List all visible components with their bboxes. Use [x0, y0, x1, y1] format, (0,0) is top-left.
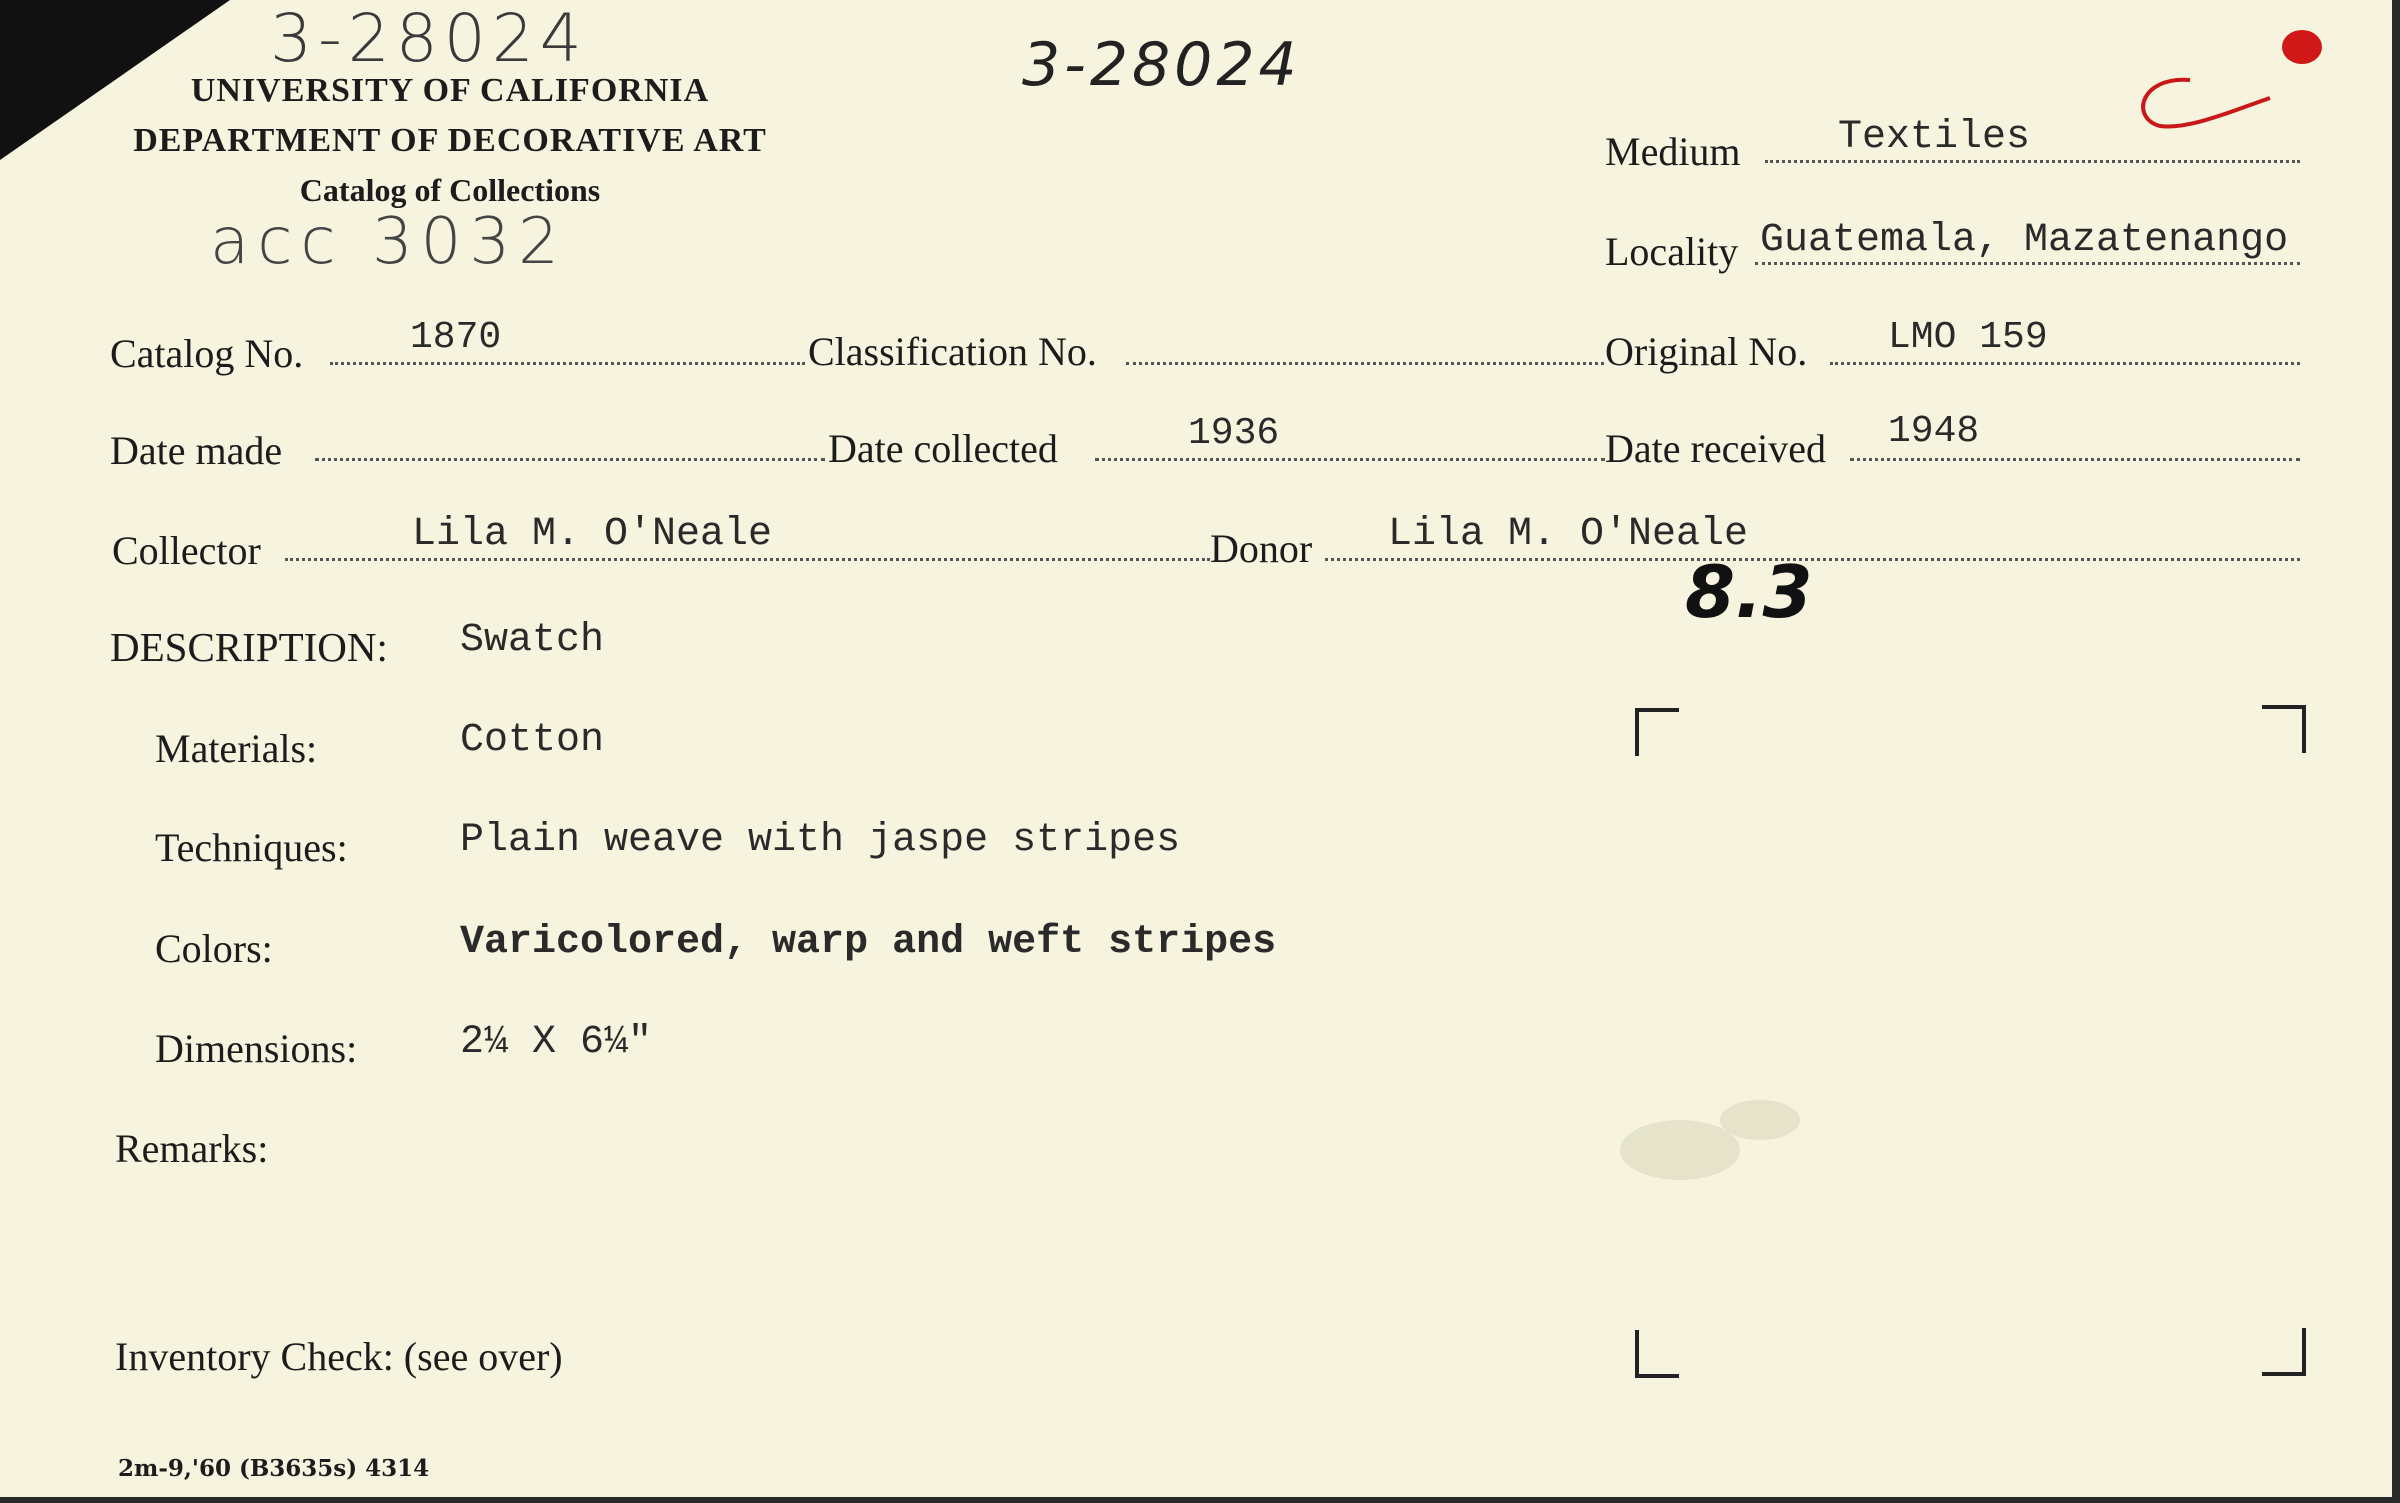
card-edge-right — [2392, 0, 2400, 1503]
photo-corner-top-left — [1635, 708, 1679, 756]
handwritten-accession: acc 3032 — [210, 205, 567, 279]
original-no-line — [1830, 362, 2300, 365]
description-value: Swatch — [460, 618, 605, 663]
donor-line — [1325, 558, 2300, 561]
donor-label: Donor — [1210, 526, 1313, 571]
photo-corner-top-right — [2262, 705, 2306, 753]
classification-no-label: Classification No. — [808, 329, 1097, 374]
locality-value: Guatemala, Mazatenango — [1760, 218, 2289, 263]
date-received-value: 1948 — [1888, 410, 1980, 453]
handwritten-shelf-mark: 8.3 — [1685, 550, 1813, 634]
locality-label: Locality — [1605, 229, 1739, 274]
photo-corner-bottom-right — [2262, 1328, 2306, 1376]
red-dot-mark — [2282, 30, 2322, 64]
remarks-label: Remarks: — [115, 1126, 269, 1171]
handwritten-number-top-left: 3-28024 — [270, 0, 588, 77]
collector-value: Lila M. O'Neale — [412, 512, 773, 557]
date-made-line — [315, 458, 825, 461]
collector-line — [285, 558, 1210, 561]
photo-corner-bottom-left — [1635, 1330, 1679, 1378]
classification-no-line — [1126, 362, 1604, 365]
department-name: DEPARTMENT OF DECORATIVE ART — [133, 122, 767, 159]
handwritten-number-top-center: 3-28024 — [1022, 30, 1301, 100]
date-received-label: Date received — [1605, 426, 1826, 471]
date-collected-label: Date collected — [828, 426, 1058, 471]
original-no-value: LMO 159 — [1888, 316, 2048, 359]
print-code: 2m-9,'60 (B3635s) 4314 — [118, 1455, 430, 1482]
techniques-value: Plain weave with jaspe stripes — [460, 818, 1181, 863]
inventory-check-label: Inventory Check: (see over) — [115, 1334, 563, 1379]
smudge — [1620, 1120, 1740, 1180]
medium-line — [1765, 160, 2300, 163]
date-collected-value: 1936 — [1188, 412, 1280, 455]
catalog-no-line — [330, 362, 805, 365]
colors-label: Colors: — [155, 926, 273, 971]
catalog-no-value: 1870 — [410, 316, 502, 359]
date-collected-line — [1095, 458, 1605, 461]
medium-label: Medium — [1605, 129, 1741, 174]
colors-value: Varicolored, warp and weft stripes — [460, 920, 1277, 965]
catalog-title: Catalog of Collections — [299, 172, 601, 208]
date-made-label: Date made — [110, 428, 283, 473]
dimensions-label: Dimensions: — [155, 1026, 358, 1071]
medium-value: Textiles — [1838, 115, 2031, 160]
card-edge-bottom — [0, 1497, 2400, 1503]
materials-label: Materials: — [155, 726, 318, 771]
materials-value: Cotton — [460, 718, 605, 763]
techniques-label: Techniques: — [155, 825, 348, 870]
dimensions-value: 2¼ X 6¼" — [460, 1020, 653, 1065]
red-check-mark — [2120, 68, 2280, 138]
catalog-no-label: Catalog No. — [110, 331, 304, 376]
donor-value: Lila M. O'Neale — [1388, 512, 1749, 557]
original-no-label: Original No. — [1605, 329, 1808, 374]
description-label: DESCRIPTION: — [110, 624, 388, 670]
institution-name: UNIVERSITY OF CALIFORNIA — [190, 72, 710, 109]
date-received-line — [1850, 458, 2300, 461]
collector-label: Collector — [112, 528, 261, 573]
smudge — [1720, 1100, 1800, 1140]
